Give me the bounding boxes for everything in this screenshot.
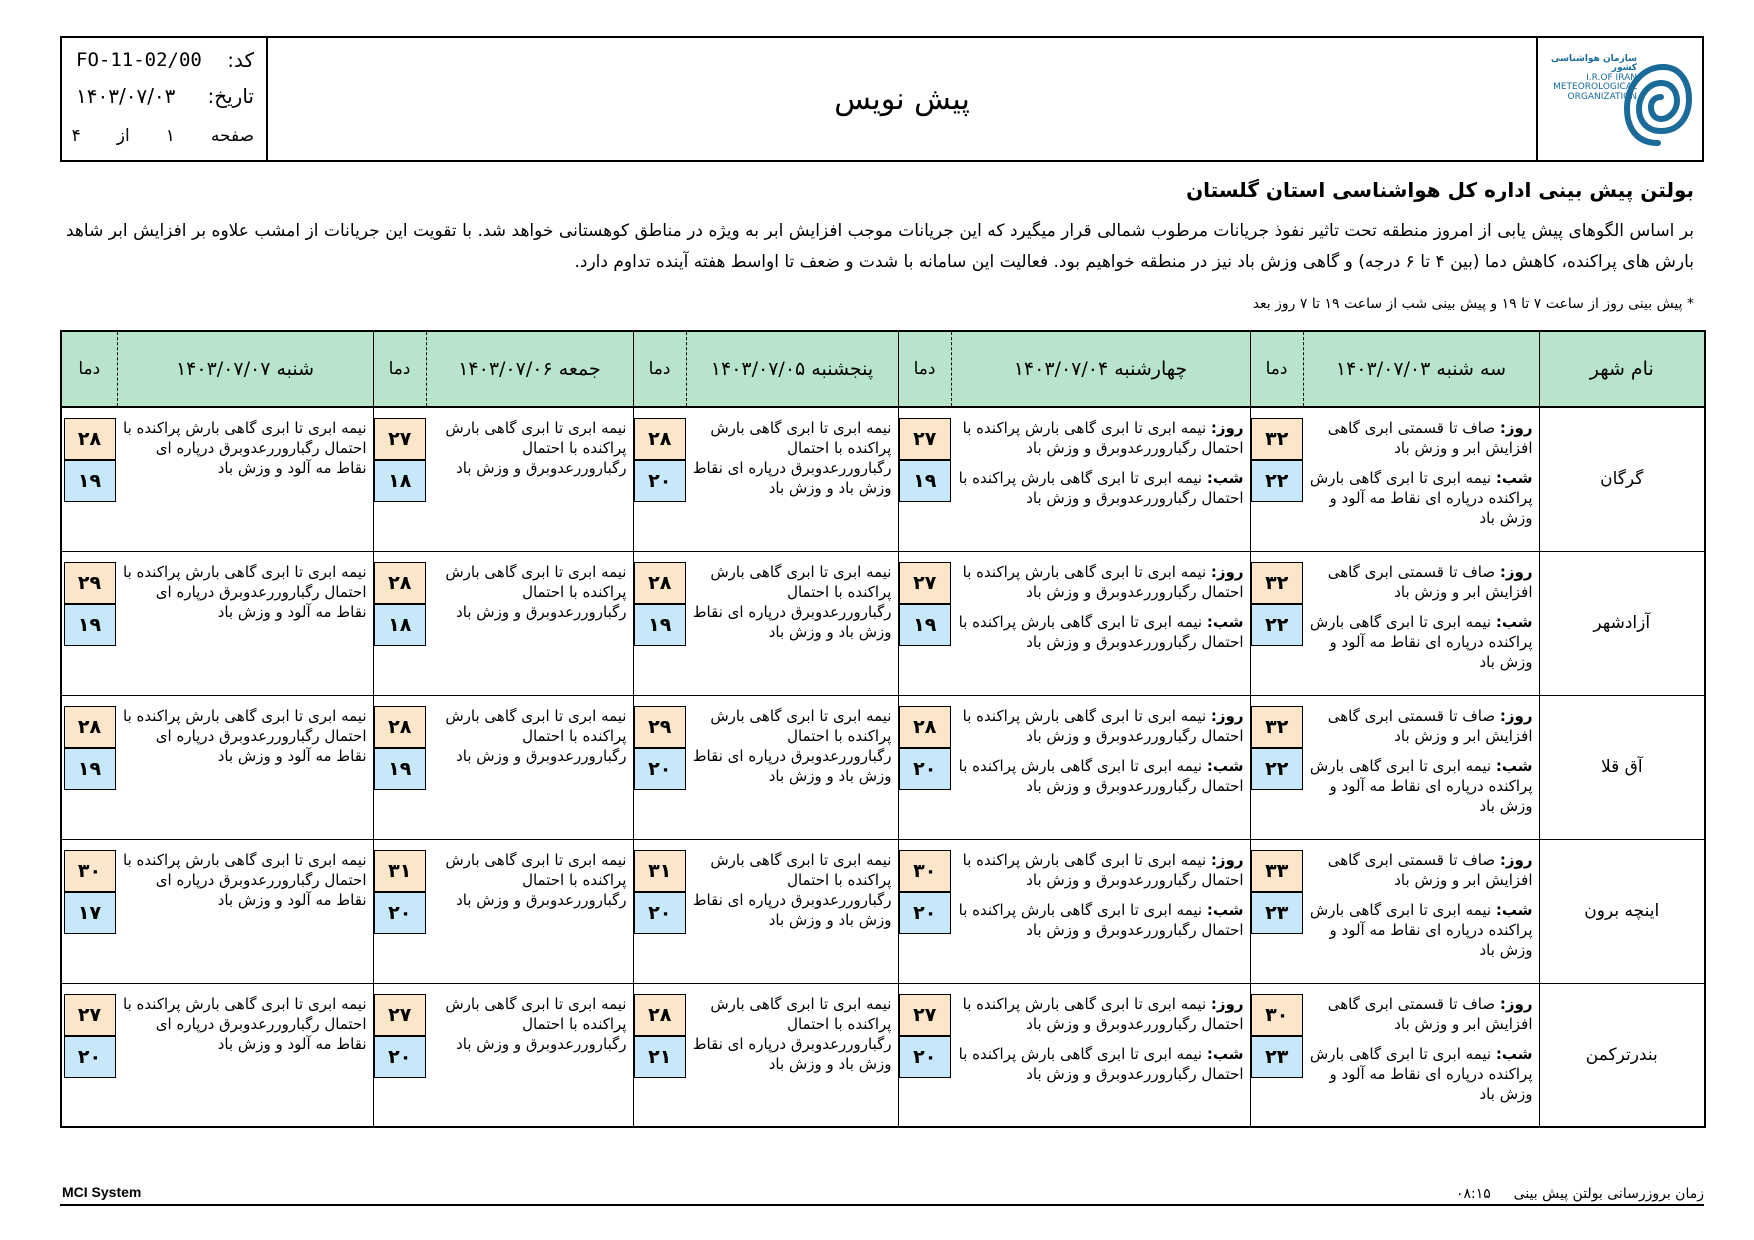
night-label: شب: (1495, 469, 1533, 487)
min-temperature: ۱۹ (634, 604, 686, 646)
table-row (61, 839, 1705, 983)
table-row (61, 407, 1705, 551)
temperature-cell (633, 551, 686, 695)
logo-fa-text: سازمان هواشناسی کشور (1550, 54, 1637, 74)
forecast-description: نیمه ابری تا ابری گاهی بارش پراکنده با احتمال رگباروررعدوبرق درپاره ای نقاط مه آلود و وزش باد (117, 839, 373, 983)
max-temperature: ۲۸ (374, 706, 426, 748)
temperature-cell (633, 407, 686, 551)
forecast-description (1303, 695, 1539, 839)
day-forecast (957, 418, 1244, 458)
day-label: روز: (1210, 419, 1244, 437)
max-temperature: ۳۲ (1251, 418, 1303, 460)
day-label: روز: (1210, 850, 1244, 869)
footer-divider (60, 1204, 1704, 1206)
min-temperature: ۲۲ (1251, 748, 1303, 790)
forecast-description (1303, 983, 1539, 1127)
forecast-description: نیمه ابری تا ابری گاهی بارش پراکنده با احتمال رگباروررعدوبرق و وزش باد (426, 695, 633, 839)
temperature-cell (633, 983, 686, 1127)
max-temperature: ۲۷ (899, 562, 951, 604)
min-temperature: ۲۱ (634, 1036, 686, 1078)
night-forecast-text: نیمه ابری تا ابری گاهی بارش پراکنده با احتمال رگباروررعدوبرق و وزش باد (958, 900, 1244, 939)
min-temperature: ۲۰ (634, 460, 686, 502)
min-temperature: ۲۲ (1251, 460, 1303, 502)
day-label: روز: (1210, 562, 1244, 581)
night-forecast-text: نیمه ابری تا ابری گاهی بارش پراکنده درپاره ای نقاط مه آلود و وزش باد (1309, 900, 1533, 959)
date-label: تاریخ: (207, 84, 254, 108)
min-temperature: ۲۰ (899, 748, 951, 790)
day-forecast-text: نیمه ابری تا ابری گاهی بارش پراکنده با احتمال رگباروررعدوبرق و وزش باد (962, 419, 1244, 457)
temp-column-header: دما (373, 331, 426, 407)
min-temperature: ۱۷ (64, 892, 116, 934)
forecast-time-note: * پیش بینی روز از ساعت ۷ تا ۱۹ و پیش بینی شب از ساعت ۱۹ تا ۷ روز بعد (1252, 296, 1694, 312)
temperature-cell (1250, 695, 1303, 839)
forecast-description (951, 551, 1250, 695)
document-meta (62, 38, 268, 160)
day-forecast-text: نیمه ابری تا ابری گاهی بارش پراکنده با احتمال رگباروررعدوبرق و وزش باد (962, 850, 1244, 889)
temperature-cell (898, 839, 951, 983)
page-number: ۱ (165, 126, 175, 146)
day-forecast (1309, 562, 1533, 602)
day5-column-header: شنبه ۱۴۰۳/۰۷/۰۷ (117, 331, 373, 407)
day-forecast-text: نیمه ابری تا ابری گاهی بارش پراکنده با احتمال رگباروررعدوبرق و وزش باد (962, 994, 1244, 1033)
day-forecast-text: صاف تا قسمتی ابری گاهی افزایش ابر و وزش باد (1327, 994, 1533, 1033)
page-label: صفحه (210, 126, 254, 146)
update-time-label: زمان بروزرسانی بولتن پیش بینی (1513, 1186, 1704, 1202)
update-time-value: ۰۸:۱۵ (1455, 1186, 1491, 1202)
forecast-description: نیمه ابری تا ابری گاهی بارش پراکنده با احتمال رگباروررعدوبرق درپاره ای نقاط وزش باد و وزش باد (686, 551, 898, 695)
temperature-cell (373, 983, 426, 1127)
spiral-logo-icon (1623, 49, 1693, 149)
page-total: ۴ (71, 126, 81, 146)
day-forecast-text: نیمه ابری تا ابری گاهی بارش پراکنده با احتمال رگباروررعدوبرق و وزش باد (962, 562, 1244, 601)
page-of: از (116, 126, 130, 146)
night-forecast (1309, 1044, 1533, 1104)
night-forecast (957, 1044, 1244, 1084)
city-name: گرگان (1539, 407, 1705, 551)
temperature-cell (373, 407, 426, 551)
day-forecast (957, 706, 1244, 746)
page-row (71, 126, 254, 146)
day-forecast-text: نیمه ابری تا ابری گاهی بارش پراکنده با احتمال رگباروررعدوبرق و وزش باد (962, 706, 1244, 745)
day3-column-header: پنجشنبه ۱۴۰۳/۰۷/۰۵ (686, 331, 898, 407)
date-row (76, 84, 254, 108)
day-label: روز: (1210, 706, 1244, 725)
night-forecast (957, 468, 1244, 508)
temperature-cell (633, 695, 686, 839)
temp-column-header: دما (61, 331, 117, 407)
day-label: روز: (1499, 706, 1533, 725)
city-name: بندرترکمن (1539, 983, 1705, 1127)
table-row (61, 551, 1705, 695)
min-temperature: ۲۰ (634, 748, 686, 790)
temperature-cell (61, 839, 117, 983)
min-temperature: ۲۰ (634, 892, 686, 934)
night-forecast-text: نیمه ابری تا ابری گاهی بارش پراکنده درپاره ای نقاط مه آلود و وزش باد (1309, 469, 1533, 527)
day-label: روز: (1499, 562, 1533, 581)
night-forecast-text: نیمه ابری تا ابری گاهی بارش پراکنده با احتمال رگباروررعدوبرق و وزش باد (958, 612, 1244, 651)
night-label: شب: (1495, 1044, 1533, 1063)
temperature-cell (1250, 551, 1303, 695)
forecast-description: نیمه ابری تا ابری گاهی بارش پراکنده با احتمال رگباروررعدوبرق درپاره ای نقاط وزش باد و وزش باد (686, 839, 898, 983)
temp-column-header: دما (1250, 331, 1303, 407)
max-temperature: ۳۰ (64, 850, 116, 892)
forecast-description: نیمه ابری تا ابری گاهی بارش پراکنده با احتمال رگباروررعدوبرق و وزش باد (426, 983, 633, 1127)
min-temperature: ۱۹ (899, 604, 951, 646)
max-temperature: ۲۸ (634, 418, 686, 460)
meteorological-organization-logo (1547, 49, 1693, 149)
day4-column-header: جمعه ۱۴۰۳/۰۷/۰۶ (426, 331, 633, 407)
bulletin-title: بولتن پیش بینی اداره کل هواشناسی استان گلستان (1186, 178, 1694, 202)
day-label: روز: (1499, 994, 1533, 1013)
min-temperature: ۱۸ (374, 604, 426, 646)
day-forecast-text: صاف تا قسمتی ابری گاهی افزایش ابر و وزش باد (1327, 419, 1533, 457)
min-temperature: ۲۳ (1251, 892, 1303, 934)
day-forecast (1309, 994, 1533, 1034)
temperature-cell (898, 983, 951, 1127)
min-temperature: ۲۰ (374, 1036, 426, 1078)
temperature-cell (898, 551, 951, 695)
logo-area (1536, 38, 1702, 160)
day1-column-header: سه شنبه ۱۴۰۳/۰۷/۰۳ (1303, 331, 1539, 407)
day-forecast (957, 994, 1244, 1034)
temperature-cell (61, 983, 117, 1127)
night-label: شب: (1206, 900, 1244, 919)
max-temperature: ۳۱ (374, 850, 426, 892)
city-name: اینچه برون (1539, 839, 1705, 983)
temperature-cell (898, 407, 951, 551)
max-temperature: ۲۹ (634, 706, 686, 748)
temperature-cell (373, 839, 426, 983)
code-label: کد: (227, 48, 254, 72)
min-temperature: ۱۹ (64, 748, 116, 790)
temperature-cell (633, 839, 686, 983)
forecast-summary: بر اساس الگوهای پیش یابی از امروز منطقه تحت تاثیر نفوذ جریانات مرطوب شمالی قرار میگیرد که این جریانات موجب افزایش ابر به ویژه در مناطق کوهستانی خواهد شد. با تقویت این جریانات از امشب علاوه بر افزایش ابر شاهد بارش های پراکنده، کاهش دما (بین ۴ تا ۶ درجه) و گاهی وزش باد نیز در منطقه خواهیم بود. فعالیت این سامانه با شدت و ضعف تا اواسط هفته آینده تداوم دارد. (66, 221, 1694, 272)
forecast-description: نیمه ابری تا ابری گاهی بارش پراکنده با احتمال رگباروررعدوبرق و وزش باد (426, 407, 633, 551)
max-temperature: ۲۷ (374, 994, 426, 1036)
logo-en-line3: ORGANIZATION (1567, 91, 1637, 102)
day-forecast (1309, 418, 1533, 458)
night-forecast-text: نیمه ابری تا ابری گاهی بارش پراکنده درپاره ای نقاط مه آلود و وزش باد (1309, 612, 1533, 671)
forecast-description: نیمه ابری تا ابری گاهی بارش پراکنده با احتمال رگباروررعدوبرق درپاره ای نقاط مه آلود و وزش باد (117, 407, 373, 551)
night-forecast (1309, 468, 1533, 528)
night-label: شب: (1206, 612, 1244, 631)
code-value: FO-11-02/00 (76, 49, 202, 71)
forecast-description: نیمه ابری تا ابری گاهی بارش پراکنده با احتمال رگباروررعدوبرق درپاره ای نقاط مه آلود و وزش باد (117, 551, 373, 695)
night-forecast-text: نیمه ابری تا ابری گاهی بارش پراکنده با احتمال رگباروررعدوبرق و وزش باد (958, 1044, 1244, 1083)
max-temperature: ۲۷ (899, 418, 951, 460)
forecast-description (1303, 839, 1539, 983)
min-temperature: ۱۹ (374, 748, 426, 790)
temperature-cell (1250, 983, 1303, 1127)
forecast-description: نیمه ابری تا ابری گاهی بارش پراکنده با احتمال رگباروررعدوبرق درپاره ای نقاط وزش باد و وزش باد (686, 407, 898, 551)
max-temperature: ۲۸ (64, 418, 116, 460)
max-temperature: ۳۰ (1251, 994, 1303, 1036)
max-temperature: ۳۲ (1251, 562, 1303, 604)
forecast-description: نیمه ابری تا ابری گاهی بارش پراکنده با احتمال رگباروررعدوبرق درپاره ای نقاط مه آلود و وزش باد (117, 983, 373, 1127)
max-temperature: ۲۸ (64, 706, 116, 748)
min-temperature: ۱۹ (64, 604, 116, 646)
day-label: روز: (1499, 850, 1533, 869)
city-name: آزادشهر (1539, 551, 1705, 695)
day-forecast-text: صاف تا قسمتی ابری گاهی افزایش ابر و وزش باد (1327, 562, 1533, 601)
forecast-description (951, 407, 1250, 551)
max-temperature: ۲۹ (64, 562, 116, 604)
max-temperature: ۲۸ (634, 994, 686, 1036)
forecast-table (60, 330, 1706, 1128)
table-row (61, 983, 1705, 1127)
day-forecast-text: صاف تا قسمتی ابری گاهی افزایش ابر و وزش باد (1327, 706, 1533, 745)
night-forecast-text: نیمه ابری تا ابری گاهی بارش پراکنده با احتمال رگباروررعدوبرق و وزش باد (958, 469, 1244, 507)
night-forecast (957, 756, 1244, 796)
night-forecast-text: نیمه ابری تا ابری گاهی بارش پراکنده درپاره ای نقاط مه آلود و وزش باد (1309, 756, 1533, 815)
night-forecast-text: نیمه ابری تا ابری گاهی بارش پراکنده درپاره ای نقاط مه آلود و وزش باد (1309, 1044, 1533, 1103)
forecast-description (1303, 551, 1539, 695)
night-label: شب: (1206, 469, 1244, 487)
day-forecast (1309, 706, 1533, 746)
temperature-cell (373, 695, 426, 839)
forecast-description: نیمه ابری تا ابری گاهی بارش پراکنده با احتمال رگباروررعدوبرق درپاره ای نقاط مه آلود و وزش باد (117, 695, 373, 839)
max-temperature: ۲۸ (634, 562, 686, 604)
forecast-description (951, 695, 1250, 839)
min-temperature: ۲۰ (374, 892, 426, 934)
night-forecast (1309, 612, 1533, 672)
min-temperature: ۲۰ (899, 892, 951, 934)
night-label: شب: (1206, 1044, 1244, 1063)
document-header (60, 36, 1704, 162)
temperature-cell (61, 407, 117, 551)
night-forecast-text: نیمه ابری تا ابری گاهی بارش پراکنده با احتمال رگباروررعدوبرق و وزش باد (958, 756, 1244, 795)
night-label: شب: (1495, 756, 1533, 775)
max-temperature: ۲۸ (899, 706, 951, 748)
min-temperature: ۱۸ (374, 460, 426, 502)
min-temperature: ۲۳ (1251, 1036, 1303, 1078)
night-forecast (1309, 900, 1533, 960)
max-temperature: ۲۷ (899, 994, 951, 1036)
max-temperature: ۳۱ (634, 850, 686, 892)
min-temperature: ۲۰ (899, 1036, 951, 1078)
city-column-header: نام شهر (1539, 331, 1705, 407)
temperature-cell (61, 551, 117, 695)
day-forecast (957, 850, 1244, 890)
temperature-cell (1250, 407, 1303, 551)
night-forecast (1309, 756, 1533, 816)
temperature-cell (1250, 839, 1303, 983)
night-label: شب: (1495, 900, 1533, 919)
max-temperature: ۳۰ (899, 850, 951, 892)
forecast-description: نیمه ابری تا ابری گاهی بارش پراکنده با احتمال رگباروررعدوبرق درپاره ای نقاط وزش باد و وزش باد (686, 695, 898, 839)
temp-column-header: دما (633, 331, 686, 407)
forecast-description (1303, 407, 1539, 551)
max-temperature: ۲۷ (374, 418, 426, 460)
forecast-description (951, 839, 1250, 983)
night-label: شب: (1206, 756, 1244, 775)
day-forecast-text: صاف تا قسمتی ابری گاهی افزایش ابر و وزش باد (1327, 850, 1533, 889)
temp-column-header: دما (898, 331, 951, 407)
day-label: روز: (1210, 994, 1244, 1013)
min-temperature: ۲۲ (1251, 604, 1303, 646)
day-forecast (1309, 850, 1533, 890)
forecast-description: نیمه ابری تا ابری گاهی بارش پراکنده با احتمال رگباروررعدوبرق درپاره ای نقاط وزش باد و وزش باد (686, 983, 898, 1127)
min-temperature: ۱۹ (64, 460, 116, 502)
system-name: MCI System (62, 1184, 142, 1200)
night-forecast (957, 612, 1244, 652)
update-time-info (1456, 1186, 1704, 1202)
city-name: آق قلا (1539, 695, 1705, 839)
day-label: روز: (1499, 419, 1533, 437)
forecast-description: نیمه ابری تا ابری گاهی بارش پراکنده با احتمال رگباروررعدوبرق و وزش باد (426, 551, 633, 695)
max-temperature: ۳۳ (1251, 850, 1303, 892)
temperature-cell (898, 695, 951, 839)
forecast-description (951, 983, 1250, 1127)
table-header-row (61, 331, 1705, 407)
document-title: پیش نویس (834, 81, 970, 117)
temperature-cell (373, 551, 426, 695)
night-label: شب: (1495, 612, 1533, 631)
max-temperature: ۲۸ (374, 562, 426, 604)
day2-column-header: چهارشنبه ۱۴۰۳/۰۷/۰۴ (951, 331, 1250, 407)
code-row (76, 48, 254, 72)
min-temperature: ۱۹ (899, 460, 951, 502)
logo-en-line2: METEOROLOGICAL (1553, 82, 1637, 93)
table-row (61, 695, 1705, 839)
max-temperature: ۲۷ (64, 994, 116, 1036)
min-temperature: ۲۰ (64, 1036, 116, 1078)
date-value: ۱۴۰۳/۰۷/۰۳ (76, 84, 176, 108)
max-temperature: ۳۲ (1251, 706, 1303, 748)
day-forecast (957, 562, 1244, 602)
forecast-description: نیمه ابری تا ابری گاهی بارش پراکنده با احتمال رگباروررعدوبرق و وزش باد (426, 839, 633, 983)
night-forecast (957, 900, 1244, 940)
logo-en-line1: I.R.OF IRAN (1586, 72, 1637, 83)
temperature-cell (61, 695, 117, 839)
